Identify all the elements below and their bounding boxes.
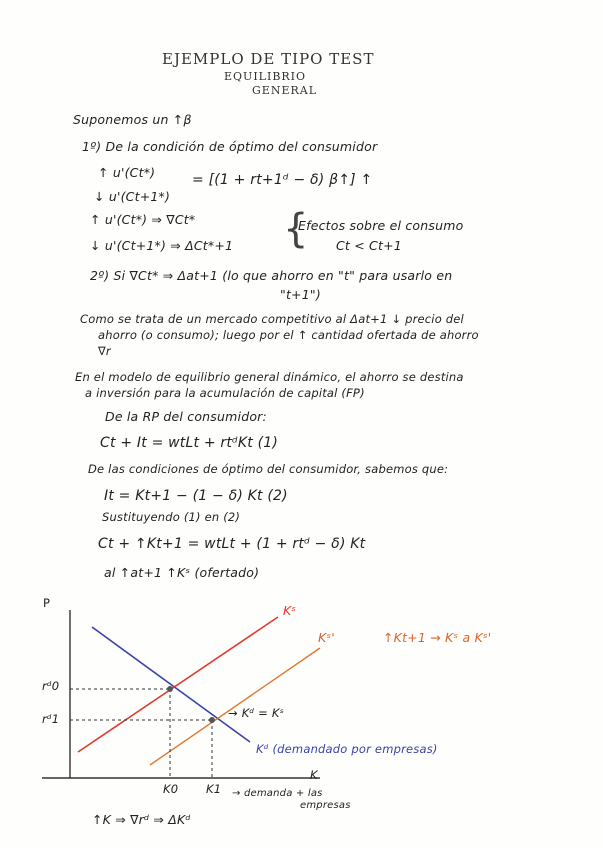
equation-1: Ct + It = wtLt + rtᵈKt (1): [100, 435, 279, 451]
step2-line-1: 2º) Si ∇Ct* ⇒ Δat+1 (lo que ahorro en "t" para usarlo en: [90, 268, 453, 283]
k-note-line-2: empresas: [300, 800, 351, 811]
effects-brace: {: [283, 206, 309, 252]
page-subtitle-2: GENERAL: [252, 84, 318, 97]
para1-line-3: ∇r: [98, 344, 111, 358]
effect-row-1: ↑ u'(Ct*) ⇒ ∇Ct*: [90, 212, 196, 227]
k-note-line-1: → demanda + las: [232, 788, 323, 799]
rp-label: De la RP del consumidor:: [105, 409, 267, 424]
effects-relation: Ct < Ct+1: [336, 238, 402, 253]
demand-curve-label: Kᵈ (demandado por empresas): [256, 742, 438, 756]
equation-2: It = Kt+1 − (1 − δ) Kt (2): [104, 488, 288, 504]
fraction-rhs: = [(1 + rt+1ᵈ − δ) β↑] ↑: [192, 172, 373, 188]
step2-line-2: "t+1"): [280, 287, 321, 302]
intro-line: Suponemos un ↑β: [73, 112, 192, 127]
shift-note: ↑Kt+1 → Kˢ a Kˢ': [383, 630, 492, 645]
r1-label: rᵈ1: [42, 712, 60, 726]
equilibrium-point-0: [167, 686, 173, 692]
k0-label: K0: [163, 782, 179, 796]
fraction-numerator: ↑ u'(Ct*): [98, 165, 156, 180]
para1-line-1: Como se trata de un mercado competitivo al Δat+1 ↓ precio del: [80, 312, 464, 326]
demand-curve: [92, 627, 250, 742]
k1-label: K1: [206, 782, 222, 796]
r0-label: rᵈ0: [42, 679, 60, 693]
conditions-label: De las condiciones de óptimo del consumidor, sabemos que:: [88, 462, 449, 476]
para2-line-2: a inversión para la acumulación de capital (FP): [85, 386, 365, 400]
equation-3: Ct + ↑Kt+1 = wtLt + (1 + rtᵈ − δ) Kt: [98, 536, 366, 552]
supply-shift-label: Kˢ': [318, 630, 335, 645]
page-title: EJEMPLO DE TIPO TEST: [162, 50, 375, 68]
equilibrium-point-1: [209, 717, 215, 723]
supply-curve: [78, 617, 278, 752]
para1-line-2: ahorro (o consumo); luego por el ↑ cantidad ofertada de ahorro: [98, 328, 479, 342]
substitution-label: Sustituyendo (1) en (2): [102, 510, 241, 524]
effect-row-2: ↓ u'(Ct+1*) ⇒ ΔCt*+1: [90, 238, 234, 253]
supply-curve-label: Kˢ: [283, 603, 297, 618]
y-axis-label: P: [43, 596, 51, 610]
fraction-denominator: ↓ u'(Ct+1*): [94, 189, 171, 204]
equilibrium-label: → Kᵈ = Kˢ: [228, 706, 285, 720]
equation-4: al ↑at+1 ↑Kˢ (ofertado): [104, 565, 260, 580]
effects-label: Efectos sobre el consumo: [298, 218, 464, 233]
step1-label: 1º) De la condición de óptimo del consumidor: [82, 139, 378, 154]
para2-line-1: En el modelo de equilibrio general dinámico, el ahorro se destina: [75, 370, 464, 384]
page-subtitle-1: EQUILIBRIO: [224, 70, 307, 83]
x-axis-label: K: [310, 768, 318, 782]
final-conclusion: ↑K ⇒ ∇rᵈ ⇒ ΔKᵈ: [92, 812, 191, 827]
